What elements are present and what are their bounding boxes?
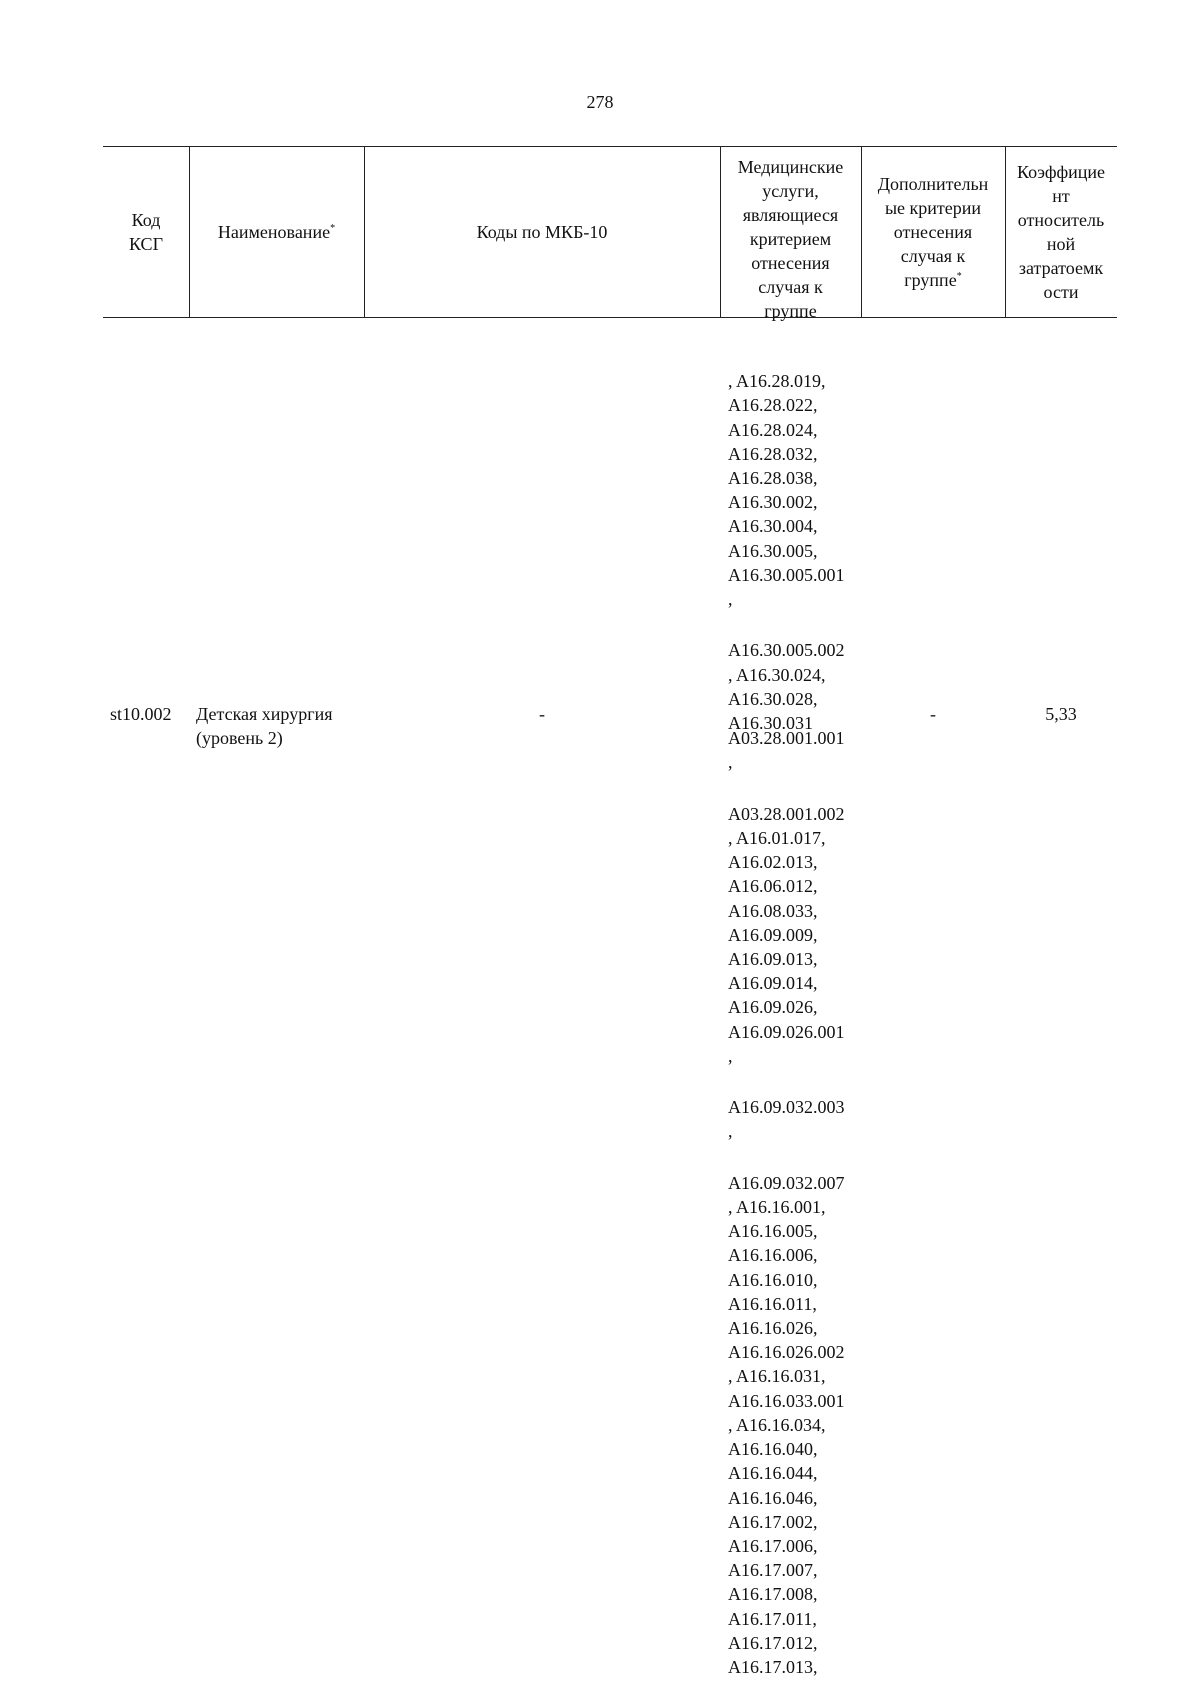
header-mkb-codes-text: Коды по МКБ-10: [476, 222, 608, 242]
header-name: [189, 146, 364, 318]
header-coefficient-text: Коэффицие нт относитель ной затратоемк ости: [1016, 162, 1106, 302]
continuation-codes: [728, 345, 845, 759]
header-medical-services-text: Медицинские услуги, являющиеся критерием отнесения случая к группе: [737, 157, 844, 321]
mkb-codes-value: -: [539, 704, 545, 724]
codes-block: , A16.28.019, A16.28.022, A16.28.024, A16.28.032, A16.28.038, A16.30.002, A16.30.004, A16.30.005, A16.30.005.001 ,: [728, 371, 845, 610]
header-extra-criteria-text: Дополнительн ые критерии отнесения случая к группе: [877, 174, 989, 290]
header-extra-criteria: [861, 146, 1005, 318]
ksg-code: st10.002: [110, 704, 172, 724]
header-mkb-codes: [364, 146, 720, 318]
header-ksg-code: [103, 146, 189, 318]
header-ksg-code-text: Код КСГ: [129, 210, 163, 254]
codes-block: A16.09.032.007 , A16.16.001, A16.16.005, A16.16.006, A16.16.010, A16.16.011, A16.16.026, A16.16.026.002 , A16.16.031, A16.16.033.001 , A16.16.034, A16.16.040, A16.16.044, A16.16.046, A16.17.002, A16.17.006, A16.17.007, A16.17.008, A16.17.011, A16.17.012, A16.17.013,: [728, 1172, 845, 1677]
header-medical-services: [720, 146, 861, 321]
group-name: Детская хирургия (уровень 2): [196, 704, 333, 748]
coefficient-value: 5,33: [1045, 704, 1077, 724]
header-coefficient: [1005, 146, 1117, 318]
medical-services-codes: [728, 702, 845, 1703]
header-name-text: Наименование: [217, 222, 331, 242]
footnote-mark: *: [956, 271, 962, 282]
table-header: [103, 146, 1117, 319]
codes-block: A03.28.001.001 ,: [728, 728, 845, 773]
page-number: 278: [586, 92, 614, 112]
extra-criteria-value: -: [930, 704, 936, 724]
codes-block: A16.30.005.002 , A16.30.024, A16.30.028, A16.30.031: [728, 640, 845, 734]
footnote-mark: *: [330, 223, 336, 234]
codes-block: A03.28.001.002 , A16.01.017, A16.02.013, A16.06.012, A16.08.033, A16.09.009, A16.09.013, A16.09.014, A16.09.026, A16.09.026.001 ,: [728, 803, 845, 1066]
codes-block: A16.09.032.003 ,: [728, 1097, 845, 1142]
